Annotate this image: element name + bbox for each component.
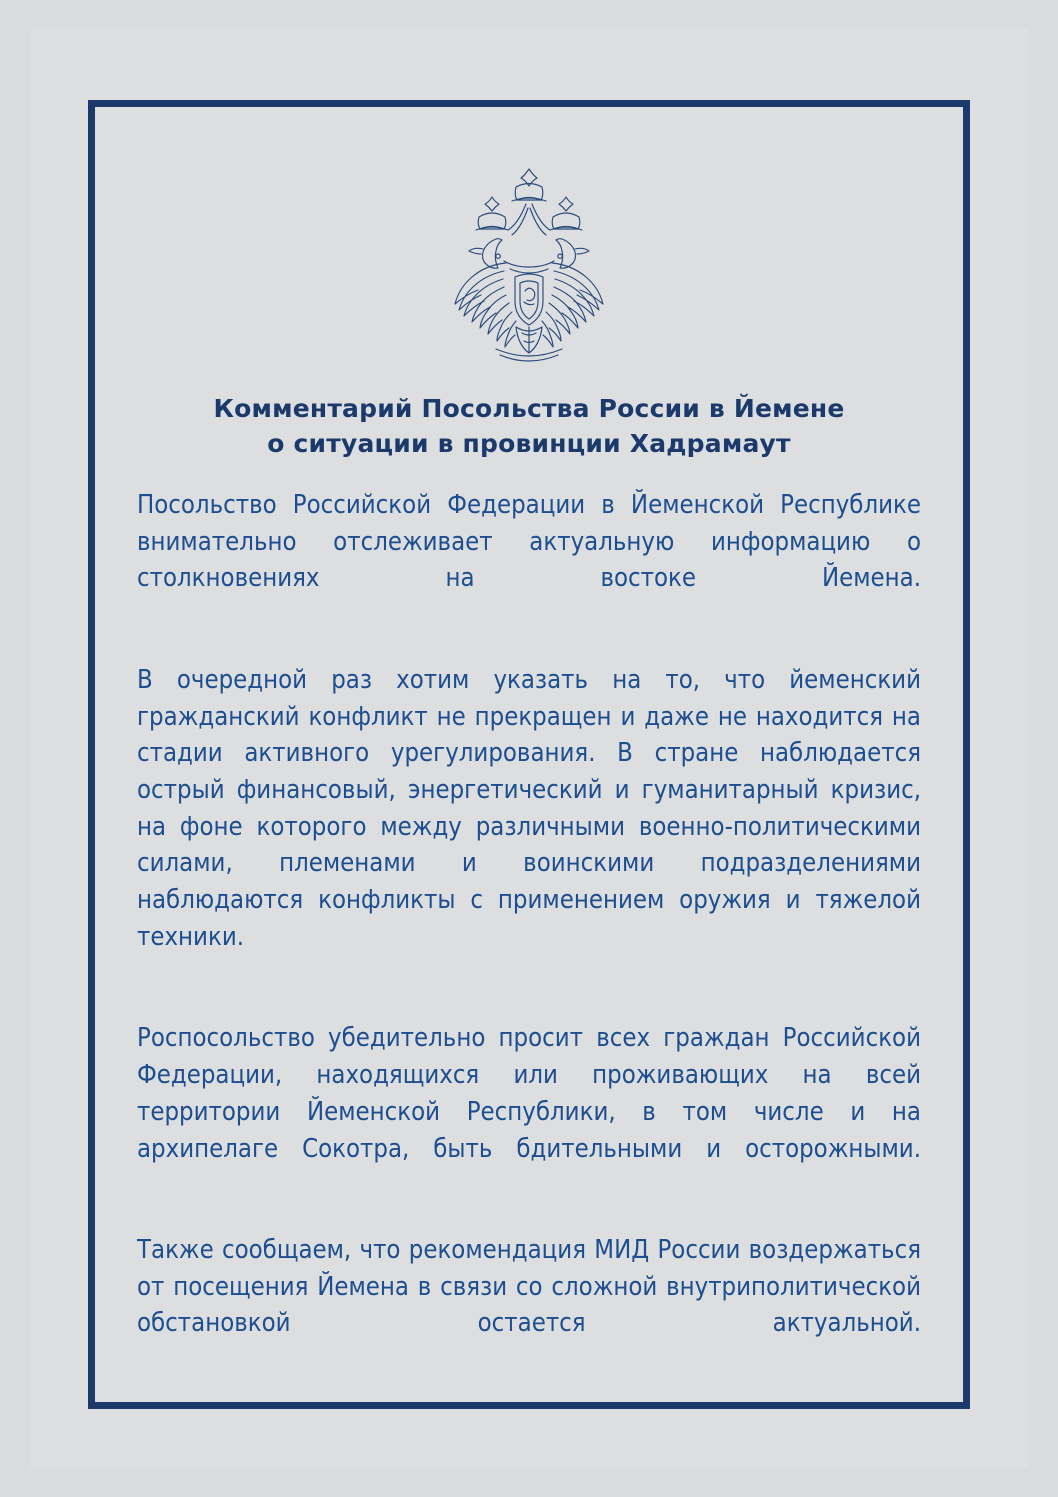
paragraph-1: Посольство Российской Федерации в Йеменской Республике внимательно отслеживает актуальную информацию о столкновениях на востоке Йемена. xyxy=(137,490,921,594)
paragraph-4: Также сообщаем, что рекомендация МИД России воздержаться от посещения Йемена в связи со сложной внутриполитической обстановкой остается актуальной. xyxy=(137,1234,921,1339)
paragraph-2: В очередной раз хотим указать на то, что йеменский гражданский конфликт не прекращен и даже не находится на стадии активного урегулирования. В стране наблюдается острый финансовый, энергетический и гуманитарный кризис, на фоне которого между различными военно-политическими силами, племенами и воинскими подразделениями наблюдаются конфликты с применением оружия и тяжелой техники. xyxy=(137,664,921,952)
document-border-frame xyxy=(88,100,970,1409)
emblem-container xyxy=(131,157,927,382)
document-sheet xyxy=(30,28,1028,1469)
document-title-line-2: о ситуации в провинции Хадрамаут xyxy=(267,428,791,458)
document-title xyxy=(153,392,905,461)
document-title-line-1: Комментарий Посольства России в Йемене xyxy=(213,394,845,423)
paragraph-3: Роспосольство убедительно просит всех граждан Российской Федерации, находящихся или проживающих на всей территории Йеменской Республики, в том числе и на архипелаге Сокотра, быть бдительными и осторожными. xyxy=(137,1023,921,1164)
russian-double-headed-eagle-emblem xyxy=(424,157,634,382)
document-body xyxy=(137,487,921,1379)
